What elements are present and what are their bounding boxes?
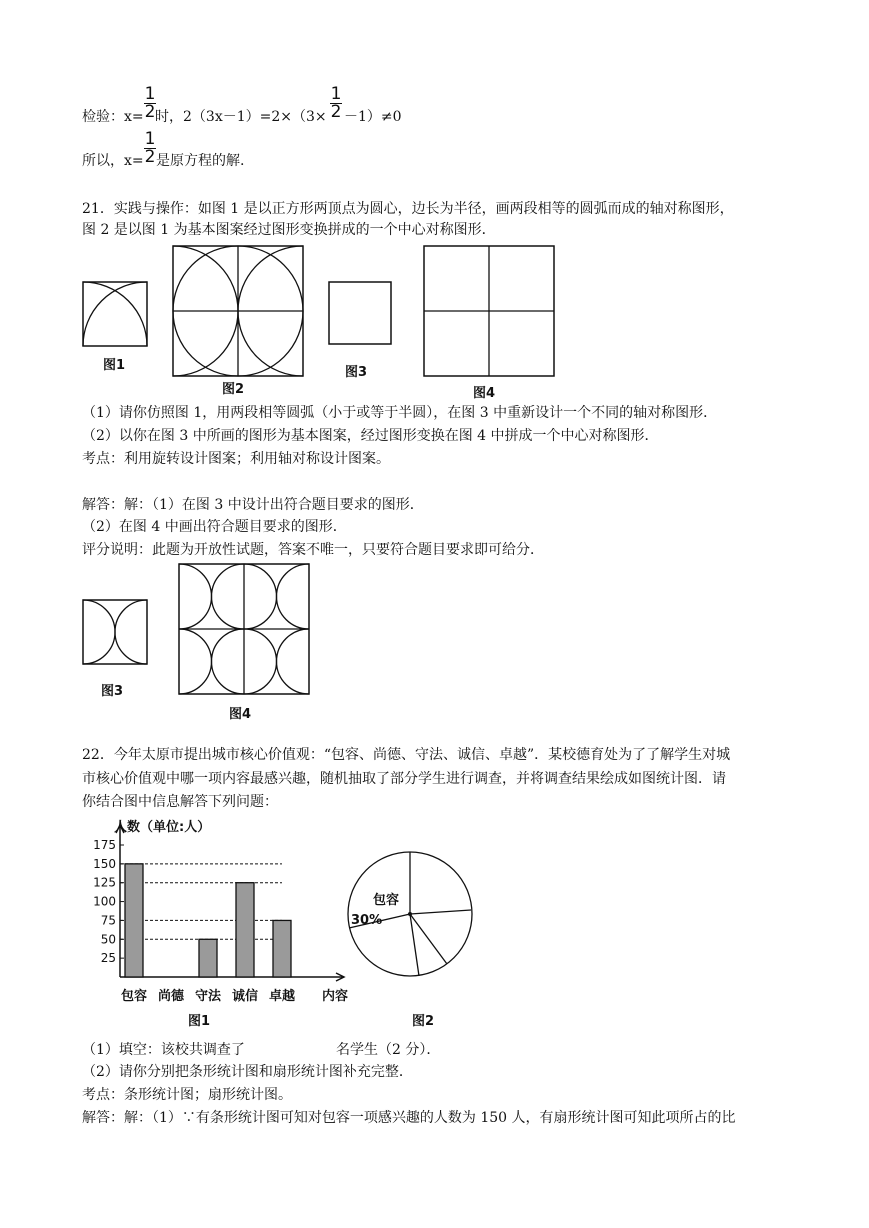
q22-kaodian: 考点：条形统计图；扇形统计图。: [82, 1087, 292, 1103]
category-label: 包容: [120, 989, 148, 1004]
y-tick-label: 175: [93, 838, 116, 852]
q21-figure-2: [172, 245, 304, 377]
q21-answer-fig3-label: 图3: [101, 684, 124, 699]
q21-stem-line2: 图 2 是以图 1 为基本图案经过图形变换拼成的一个中心对称图形．: [82, 222, 496, 238]
bar-4: [273, 920, 291, 977]
arc: [179, 564, 212, 629]
arc: [277, 564, 310, 629]
q21-kaodian: 考点：利用旋转设计图案；利用轴对称设计图案。: [82, 451, 390, 467]
q21-part2: （2）以你在图 3 中所画的图形为基本图案，经过图形变换在图 4 中拼成一个中心对称图形．: [82, 428, 659, 444]
category-label: 尚德: [157, 989, 185, 1004]
check-prefix: 检验：x=: [82, 109, 144, 125]
q21-fig3-label: 图3: [345, 365, 368, 380]
q21-part1: （1）请你仿照图 1，用两段相等圆弧（小于或等于半圆），在图 3 中重新设计一个不同的轴对称图形．: [82, 405, 718, 421]
semicircle-right: [115, 600, 147, 664]
arc: [244, 564, 277, 629]
q22-stem-line2: 市核心价值观中哪一项内容最感兴趣，随机抽取了部分学生进行调查，并将调查结果绘成如图统计图．请: [82, 771, 726, 787]
bar-0: [125, 864, 143, 977]
fraction-numerator: 1: [330, 84, 342, 104]
square-outline: [329, 282, 391, 344]
category-label: 卓越: [268, 989, 296, 1004]
bar-2: [199, 939, 217, 977]
chart-fig1-label: 图1: [188, 1014, 211, 1029]
q21-pingfen: 评分说明：此题为开放性试题，答案不唯一，只要符合题目要求即可给分．: [82, 542, 544, 558]
check-tail: －1）≠0: [344, 109, 402, 125]
conclusion-fraction: [144, 131, 156, 166]
pie-center-dot: [408, 912, 412, 916]
y-tick-label: 100: [93, 894, 116, 909]
category-label: 诚信: [231, 989, 259, 1004]
q21-answer-figure-4: [178, 563, 310, 695]
q22-part2: （2）请你分别把条形统计图和扇形统计图补充完整．: [82, 1064, 413, 1080]
y-tick-label: 25: [100, 951, 116, 966]
bar-chart: [82, 815, 362, 1033]
q21-figure-4: [423, 245, 555, 377]
arc: [277, 629, 310, 694]
fraction-denominator: 2: [144, 102, 156, 122]
category-label: 守法: [194, 989, 222, 1004]
q21-answer-fig4-label: 图4: [229, 707, 252, 722]
arc-tl-b: [173, 246, 238, 311]
y-tick-label: 150: [93, 856, 116, 871]
check-middle: 时，2（3x－1）=2×（3×: [155, 109, 327, 125]
arc-tr-b: [238, 246, 303, 311]
arc: [212, 564, 245, 629]
arc-bl-b: [173, 311, 238, 376]
check-fraction-2: [330, 86, 342, 121]
arc-left: [83, 282, 147, 346]
arc-br-b: [238, 311, 303, 376]
fraction-numerator: 1: [144, 84, 156, 104]
fraction-denominator: 2: [144, 147, 156, 167]
arc-tl-a: [173, 246, 238, 311]
q22-part1-b: 名学生（2 分）．: [336, 1042, 441, 1058]
arc-tr-a: [238, 246, 303, 311]
arc-bl-a: [173, 311, 238, 376]
semicircle-left: [83, 600, 115, 664]
chart-xlabel: 内容: [322, 989, 349, 1004]
q22-stem-line3: 你结合图中信息解答下列问题：: [82, 794, 278, 810]
q21-fig2-label: 图2: [222, 382, 245, 397]
pie-label-baorong: 包容: [373, 893, 400, 908]
q21-jieda1: 解答：解：（1）在图 3 中设计出符合题目要求的图形．: [82, 497, 424, 513]
arc: [179, 629, 212, 694]
fraction-numerator: 1: [144, 129, 156, 149]
y-tick-label: 125: [93, 875, 116, 890]
arc: [244, 629, 277, 694]
q22-part1-a: （1）填空：该校共调查了: [82, 1042, 245, 1058]
q21-jieda2: （2）在图 4 中画出符合题目要求的图形．: [82, 519, 347, 535]
y-tick-label: 75: [100, 913, 116, 928]
chart-fig2-label: 图2: [412, 1014, 435, 1029]
arc-br-a: [238, 311, 303, 376]
conclusion-prefix: 所以，x=: [82, 153, 144, 169]
q21-stem-line1: 21．实践与操作：如图 1 是以正方形两顶点为圆心，边长为半径，画两段相等的圆弧而成的轴对称图形，: [82, 201, 734, 217]
y-tick-label: 50: [100, 932, 116, 947]
q22-stem-line1: 22．今年太原市提出城市核心价值观：“包容、尚德、守法、诚信、卓越”．某校德育处为了了解学生对城: [82, 747, 731, 763]
q21-fig4-label: 图4: [473, 386, 496, 401]
arc-right: [83, 282, 147, 346]
bar-3: [236, 883, 254, 977]
q21-fig1-label: 图1: [103, 358, 126, 373]
fraction-denominator: 2: [330, 102, 342, 122]
q21-answer-figure-3: [82, 599, 148, 665]
pie-pct-baorong: 30%: [351, 913, 383, 928]
q22-jieda: 解答：解：（1）∵有条形统计图可知对包容一项感兴趣的人数为 150 人，有扇形统计图可知此项所占的比: [82, 1110, 736, 1126]
chart-ylabel: 人数（单位:人）: [114, 820, 211, 835]
q21-figure-1: [82, 281, 148, 347]
q21-figure-3: [328, 281, 392, 345]
square-outline: [83, 282, 147, 346]
arc: [212, 629, 245, 694]
pie-divider: [410, 910, 471, 914]
conclusion-tail: 是原方程的解.: [156, 153, 245, 169]
pie-chart: [345, 848, 485, 1033]
